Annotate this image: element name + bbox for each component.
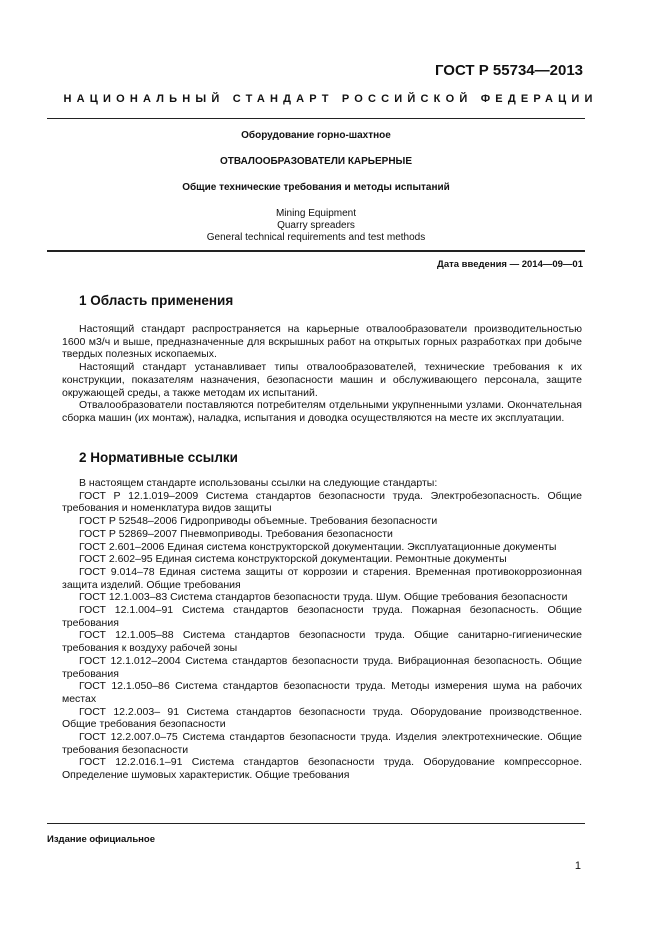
title-en-1: Mining Equipment (275, 208, 357, 219)
title-main: ОТВАЛООБРАЗОВАТЕЛИ КАРЬЕРНЫЕ (219, 156, 413, 167)
reference-item: ГОСТ Р 12.1.019–2009 Система стандартов безопасности труда. Электробезопасность. Общие требования и номенклатура видов защиты (62, 489, 582, 515)
paragraph: В настоящем стандарте использованы ссылки на следующие стандарты: (79, 477, 438, 489)
rule-before-date (47, 250, 585, 252)
national-standard-heading: НАЦИОНАЛЬНЫЙ СТАНДАРТ РОССИЙСКОЙ ФЕДЕРАЦИИ (63, 93, 598, 105)
introduction-date: Дата введения — 2014—09—01 (437, 259, 583, 270)
section-2-body (62, 477, 582, 782)
reference-item: ГОСТ 2.602–95 Единая система конструкторской документации. Ремонтные документы (79, 553, 507, 566)
reference-item: ГОСТ 12.1.050–86 Система стандартов безопасности труда. Методы измерения шума на рабочих местах (62, 680, 582, 705)
section-1-body (62, 323, 582, 425)
paragraph: Настоящий стандарт устанавливает типы отвалообразователей, технические требования к их конструкции, показателям назначения, безопасности машин и обслуживающего персонала, защите окружающей среды, а также методам их испытаний. (62, 361, 582, 399)
reference-item: ГОСТ 12.2.003– 91 Система стандартов безопасности труда. Оборудование производственное. Общие требования безопасности (62, 705, 582, 731)
rule-bottom (47, 823, 585, 824)
reference-item: ГОСТ 12.1.004–91 Система стандартов безопасности труда. Пожарная безопасность. Общие требования (62, 604, 582, 629)
reference-item: ГОСТ 12.1.012–2004 Система стандартов безопасности труда. Вибрационная безопасность. Общие требования (62, 654, 582, 680)
paragraph: Настоящий стандарт распространяется на карьерные отвалообразователи производительностью 1600 м3/ч и выше, предназначенные для вскрышных работ на открытых горных разработках при добыче твердых полезных ископаемых. (62, 323, 582, 361)
section-1-heading: 1 Область применения (79, 293, 234, 308)
title-sub: Общие технические требования и методы испытаний (182, 182, 450, 193)
reference-item: ГОСТ 9.014–78 Единая система защиты от коррозии и старения. Временная противокоррозионная защита изделий. Общие требования (62, 565, 582, 591)
reference-item: ГОСТ 12.1.003–83 Система стандартов безопасности труда. Шум. Общие требования безопасности (79, 591, 568, 604)
title-category: Оборудование горно-шахтное (241, 130, 391, 141)
paragraph: Отвалообразователи поставляются потребителям отдельными укрупненными узлами. Окончательная сборка машин (их монтаж), наладка, испытания и доводка осуществляются на месте их эксплуатации. (62, 399, 582, 424)
rule-top (47, 118, 585, 119)
reference-item: ГОСТ Р 52869–2007 Пневмоприводы. Требования безопасности (79, 527, 393, 540)
official-edition-label: Издание официальное (47, 834, 155, 845)
reference-item: ГОСТ 12.1.005–88 Система стандартов безопасности труда. Общие санитарно-гигиенические требования к воздуху рабочей зоны (62, 629, 582, 655)
page-number: 1 (574, 860, 581, 872)
reference-item: ГОСТ Р 52548–2006 Гидроприводы объемные. Требования безопасности (79, 515, 438, 528)
reference-item: ГОСТ 12.2.016.1–91 Система стандартов безопасности труда. Оборудование компрессорное. Определение шумовых характеристик. Общие требования (62, 756, 582, 782)
section-2-heading: 2 Нормативные ссылки (79, 450, 238, 465)
title-en-3: General technical requirements and test methods (206, 232, 426, 243)
reference-item: ГОСТ 2.601–2006 Единая система конструкторской документации. Эксплуатационные документы (79, 540, 557, 553)
reference-item: ГОСТ 12.2.007.0–75 Система стандартов безопасности труда. Изделия электротехнические. Общие требования безопасности (62, 731, 582, 756)
title-en-2: Quarry spreaders (277, 220, 355, 231)
document-number: ГОСТ Р 55734—2013 (434, 62, 583, 79)
